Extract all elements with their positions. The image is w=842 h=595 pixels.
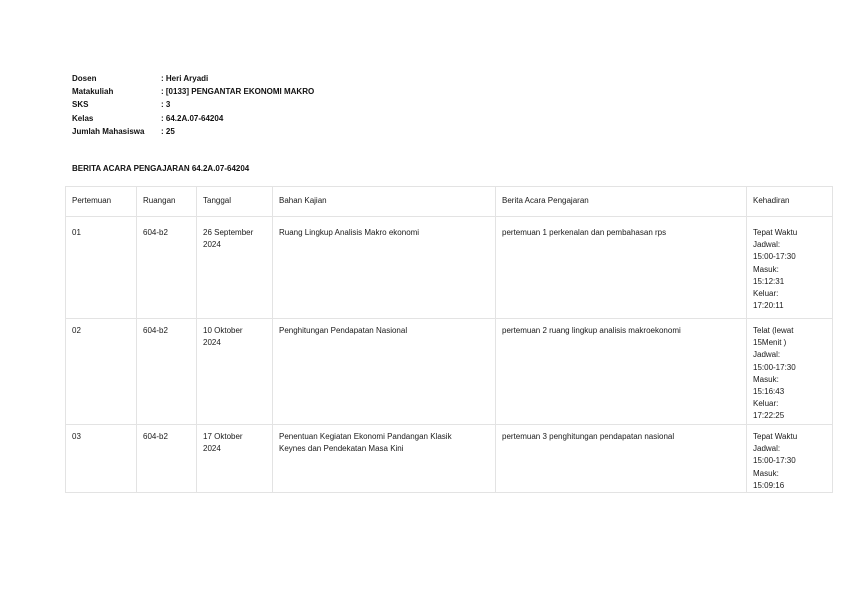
info-row-kelas — [72, 112, 314, 125]
info-row-jumlah-mahasiswa — [72, 125, 314, 138]
cell-kehadiran: Tepat Waktu Jadwal: 15:00-17:30 Masuk: 15:12:31 Keluar: 17:20:11 — [747, 217, 833, 319]
header-bahan-kajian: Bahan Kajian — [273, 187, 496, 217]
header-kehadiran: Kehadiran — [747, 187, 833, 217]
dosen-label: Dosen — [72, 74, 97, 83]
matakuliah-label: Matakuliah — [72, 87, 114, 97]
cell-berita-acara: pertemuan 3 penghitungan pendapatan nasional — [496, 425, 747, 493]
cell-pertemuan: 02 — [66, 319, 137, 425]
cell-kehadiran: Tepat Waktu Jadwal: 15:00-17:30 Masuk: 15:09:16 — [747, 425, 833, 493]
header-tanggal: Tanggal — [197, 187, 273, 217]
cell-ruangan: 604-b2 — [137, 217, 197, 319]
cell-kehadiran: Telat (lewat 15Menit ) Jadwal: 15:00-17:30 Masuk: 15:16:43 Keluar: 17:22:25 — [747, 319, 833, 425]
cell-berita-acara: pertemuan 2 ruang lingkup analisis makroekonomi — [496, 319, 747, 425]
sks-label: SKS — [72, 100, 89, 110]
cell-tanggal: 10 Oktober 2024 — [197, 319, 273, 425]
cell-bahan-kajian: Ruang Lingkup Analisis Makro ekonomi — [273, 217, 496, 319]
cell-ruangan: 604-b2 — [137, 425, 197, 493]
report-title: BERITA ACARA PENGAJARAN 64.2A.07-64204 — [72, 164, 250, 173]
info-row-matakuliah — [72, 85, 314, 98]
table-row — [66, 217, 833, 319]
cell-bahan-kajian: Penghitungan Pendapatan Nasional — [273, 319, 496, 425]
kelas-label: Kelas — [72, 113, 94, 123]
cell-berita-acara: pertemuan 1 perkenalan dan pembahasan rps — [496, 217, 747, 319]
jumlah-mahasiswa-label: Jumlah Mahasiswa — [72, 126, 145, 136]
header-berita-acara: Berita Acara Pengajaran — [496, 187, 747, 217]
kelas-value: : 64.2A.07-64204 — [161, 113, 224, 123]
header-ruangan: Ruangan — [137, 187, 197, 217]
jumlah-mahasiswa-value: : 25 — [161, 126, 175, 136]
cell-ruangan: 604-b2 — [137, 319, 197, 425]
table-header-row — [66, 187, 833, 217]
table-row — [66, 425, 833, 493]
cell-pertemuan: 01 — [66, 217, 137, 319]
info-row-sks — [72, 98, 314, 111]
sks-value: : 3 — [161, 100, 171, 110]
header-pertemuan: Pertemuan — [66, 187, 137, 217]
cell-pertemuan: 03 — [66, 425, 137, 493]
course-info — [72, 72, 314, 138]
cell-bahan-kajian: Penentuan Kegiatan Ekonomi Pandangan Klasik Keynes dan Pendekatan Masa Kini — [273, 425, 496, 493]
dosen-value: : Heri Aryadi — [161, 74, 209, 83]
matakuliah-value: : [0133] PENGANTAR EKONOMI MAKRO — [161, 87, 315, 97]
cell-tanggal: 17 Oktober 2024 — [197, 425, 273, 493]
info-row-dosen — [72, 72, 314, 85]
berita-acara-table — [65, 186, 833, 493]
cell-tanggal: 26 September 2024 — [197, 217, 273, 319]
table-row — [66, 319, 833, 425]
